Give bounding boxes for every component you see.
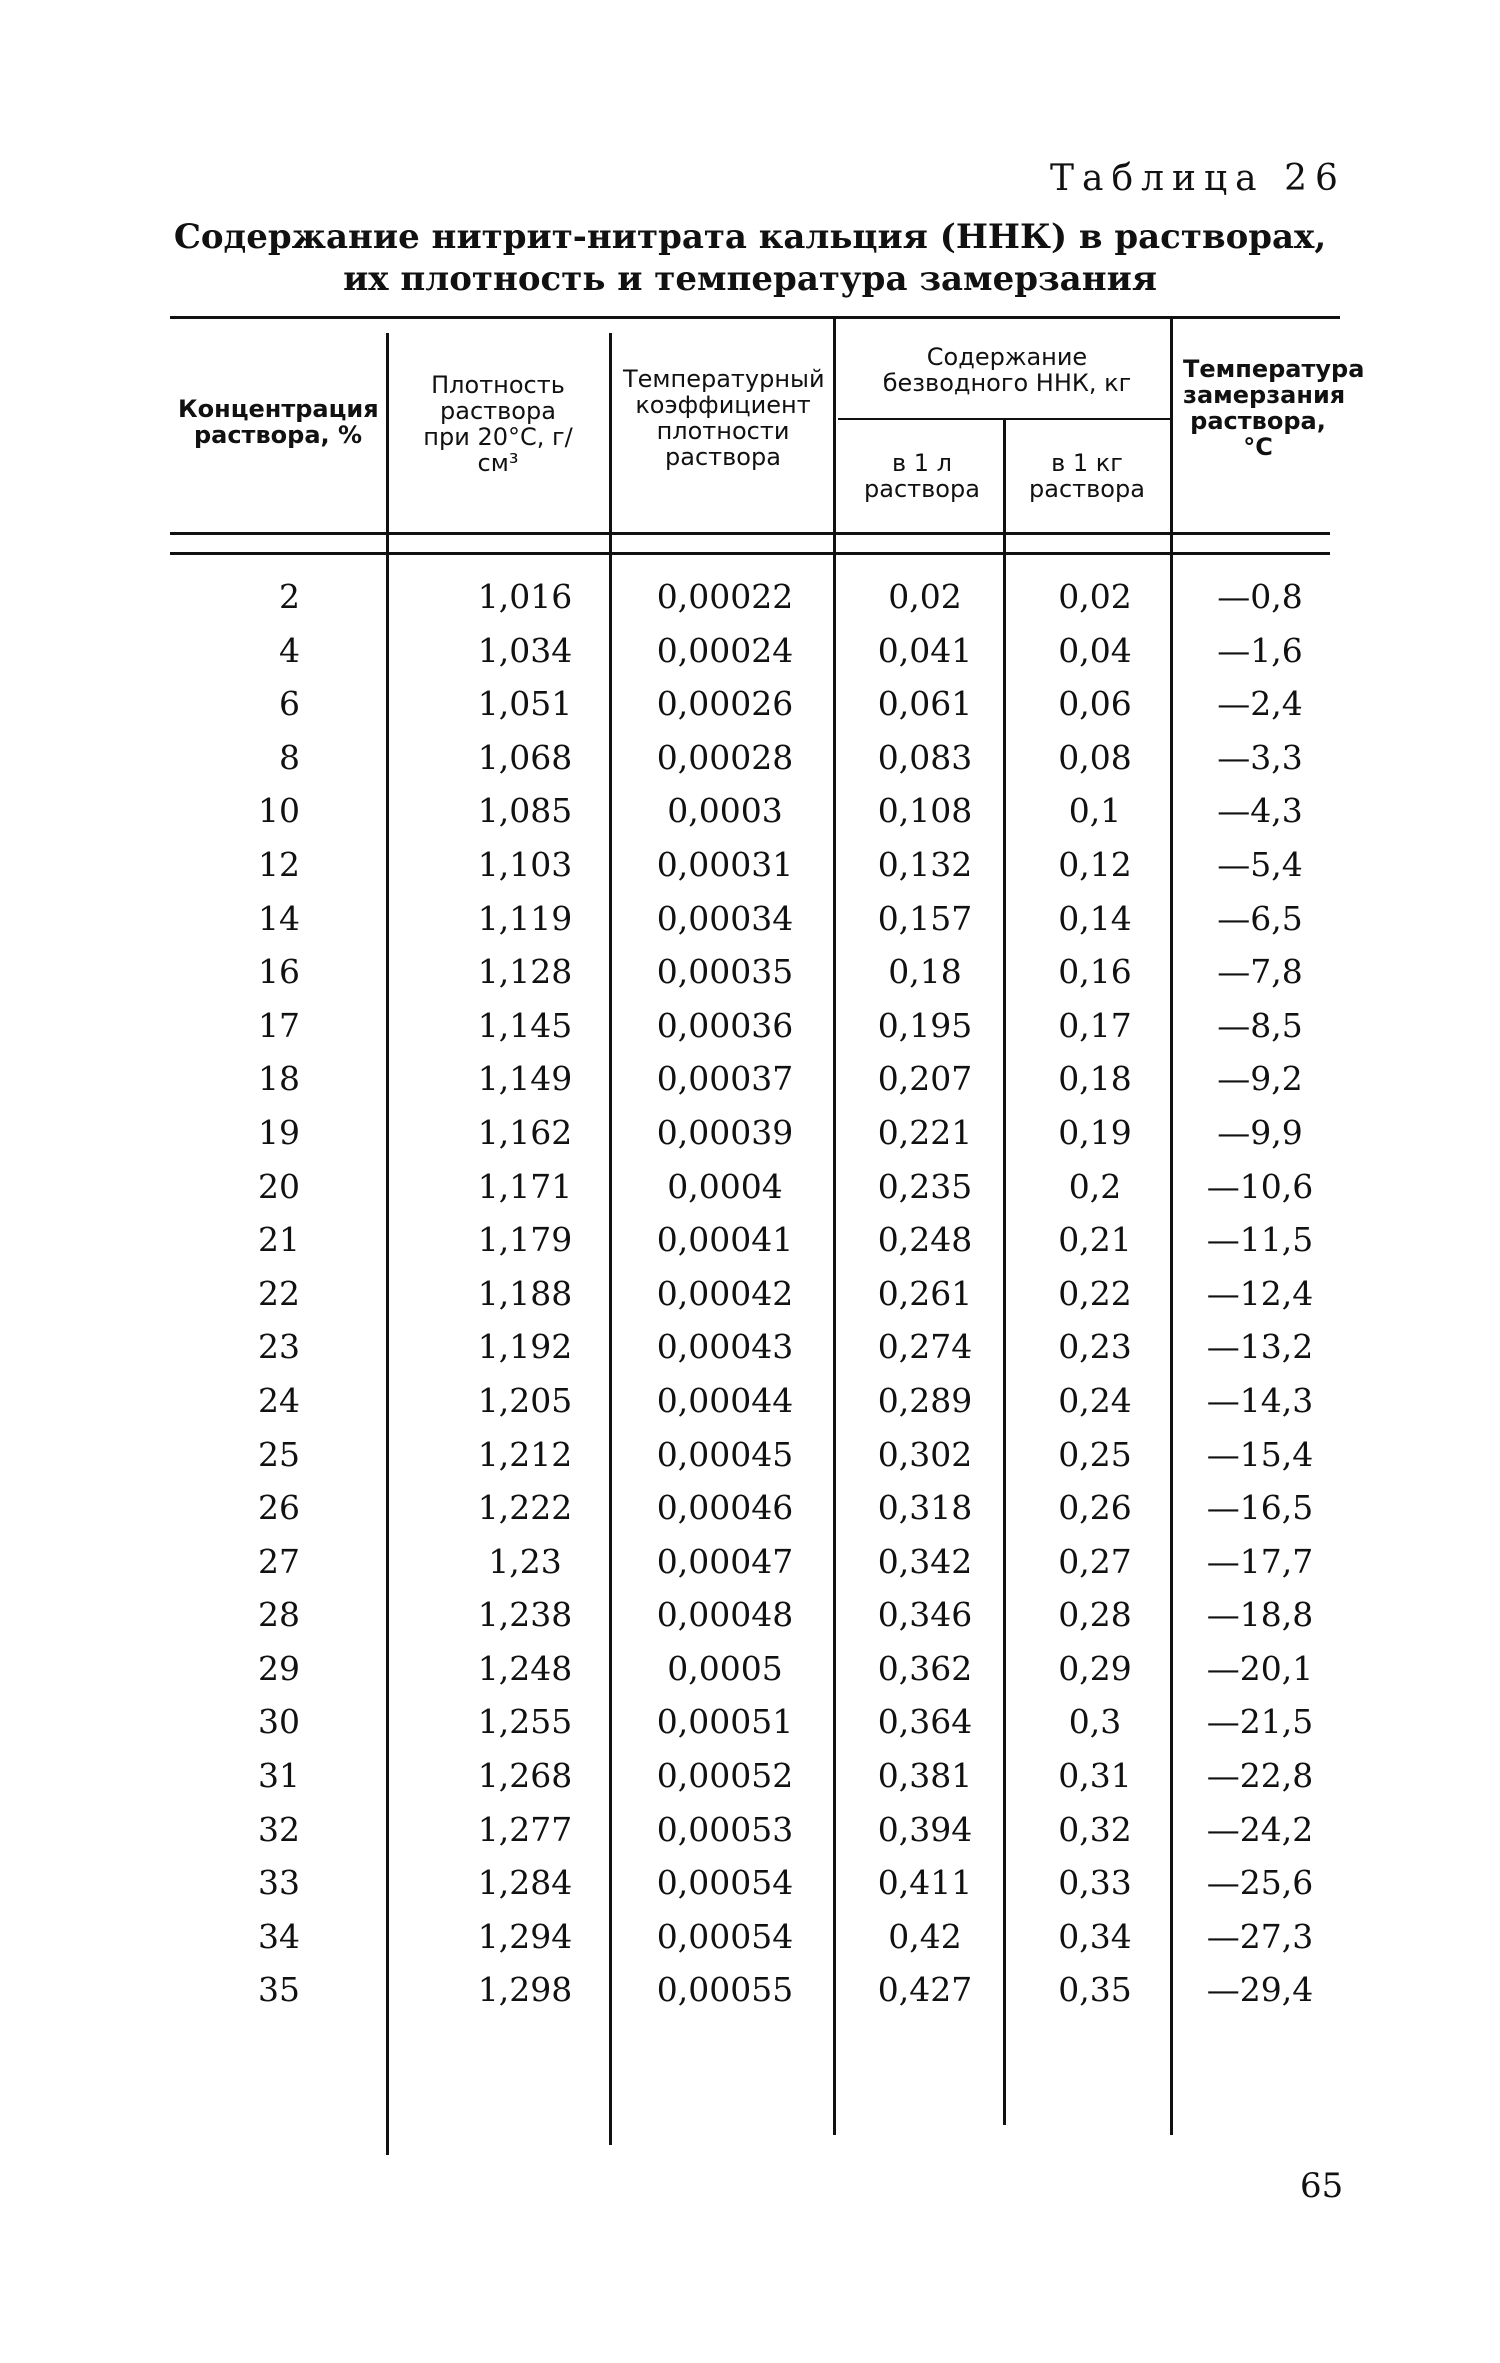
table-cell: 0,00039 xyxy=(656,1112,794,1152)
table-cell: 0,18 xyxy=(1058,1059,1132,1099)
table-cell: 1,222 xyxy=(477,1488,573,1528)
table-cell: —13,2 xyxy=(1206,1327,1314,1367)
table-cell: 23 xyxy=(258,1327,300,1367)
table-cell: 1,23 xyxy=(488,1541,562,1581)
table-cell: —3,3 xyxy=(1217,737,1303,777)
header-content-group: Содержание безводного ННК, кг xyxy=(882,343,1132,397)
table-cell: 0,041 xyxy=(877,630,973,670)
table-cell: 0,16 xyxy=(1058,952,1132,992)
table-cell: 0,061 xyxy=(877,684,973,724)
table-cell: —11,5 xyxy=(1206,1220,1314,1260)
table-cell: 1,149 xyxy=(477,1059,573,1099)
title-line-1: Содержание нитрит-нитрата кальция (ННК) в растворах, xyxy=(173,217,1327,257)
table-cell: 0,00034 xyxy=(656,898,794,938)
header-concentration: Концентрация раствора, % xyxy=(178,395,379,449)
table-cell: —17,7 xyxy=(1206,1541,1314,1581)
table-cell: 0,35 xyxy=(1058,1970,1132,2010)
table-cell: 0,083 xyxy=(877,737,973,777)
table-cell: 0,00046 xyxy=(656,1488,794,1528)
table-cell: 0,00047 xyxy=(656,1541,794,1581)
table-cell: 0,17 xyxy=(1058,1005,1132,1045)
table-cell: —1,6 xyxy=(1217,630,1303,670)
table-cell: —8,5 xyxy=(1217,1005,1303,1045)
table-cell: 0,235 xyxy=(877,1166,973,1206)
table-cell: 12 xyxy=(258,844,300,884)
table-cell: 1,212 xyxy=(477,1434,573,1474)
table-cell: —25,6 xyxy=(1206,1863,1314,1903)
table-cell: 0,0004 xyxy=(667,1166,783,1206)
table-cell: 0,132 xyxy=(877,844,973,884)
table-cell: 0,207 xyxy=(877,1059,973,1099)
table-cell: —9,2 xyxy=(1217,1059,1303,1099)
table-cell: 0,31 xyxy=(1058,1756,1132,1796)
table-cell: —6,5 xyxy=(1217,898,1303,938)
header-per-kg: в 1 кг раствора xyxy=(1029,449,1145,503)
column-freezing-temp xyxy=(1200,570,1320,2017)
table-cell: 31 xyxy=(258,1756,300,1796)
table-cell: 0,00041 xyxy=(656,1220,794,1260)
table-cell: 35 xyxy=(258,1970,300,2010)
table-cell: 34 xyxy=(258,1916,300,1956)
table-cell: 0,381 xyxy=(877,1756,973,1796)
table-cell: 0,289 xyxy=(877,1380,973,1420)
table-cell: 0,342 xyxy=(877,1541,973,1581)
table-cell: —0,8 xyxy=(1217,577,1303,616)
table-cell: —16,5 xyxy=(1206,1488,1314,1528)
table-cell: 0,302 xyxy=(877,1434,973,1474)
header-freezing: Температура замерзания раствора, °C xyxy=(1183,355,1365,461)
table-cell: 32 xyxy=(258,1809,300,1849)
table-cell: —27,3 xyxy=(1206,1916,1314,1956)
table-cell: 0,00045 xyxy=(656,1434,794,1474)
table-cell: 33 xyxy=(258,1863,300,1903)
table-cell: 0,02 xyxy=(888,577,962,616)
table-cell: 1,171 xyxy=(477,1166,573,1206)
col-divider-3 xyxy=(833,318,836,2135)
table-cell: 0,00028 xyxy=(656,737,794,777)
table-cell: —5,4 xyxy=(1217,844,1303,884)
table-cell: —2,4 xyxy=(1217,684,1303,724)
table-cell: 0,00024 xyxy=(656,630,794,670)
table-cell: 0,00052 xyxy=(656,1756,794,1796)
table-cell: 0,318 xyxy=(877,1488,973,1528)
table-cell: 0,00026 xyxy=(656,684,794,724)
column-coefficient xyxy=(640,570,810,2017)
table-cell: 1,068 xyxy=(477,737,573,777)
col-divider-1 xyxy=(386,333,389,2155)
table-cell: —20,1 xyxy=(1206,1648,1314,1688)
col-divider-4 xyxy=(1003,420,1006,2125)
table-cell: 1,179 xyxy=(477,1220,573,1260)
table-cell: 1,162 xyxy=(477,1112,573,1152)
table-cell: 0,00037 xyxy=(656,1059,794,1099)
table-cell: 0,108 xyxy=(877,791,973,831)
table-cell: 0,00036 xyxy=(656,1005,794,1045)
table-cell: 1,085 xyxy=(477,791,573,831)
table-cell: 0,23 xyxy=(1058,1327,1132,1367)
body-top-rule xyxy=(170,552,1330,555)
table-cell: 0,261 xyxy=(877,1273,973,1313)
table-cell: 0,00035 xyxy=(656,952,794,992)
table-cell: 0,00042 xyxy=(656,1273,794,1313)
table-cell: 19 xyxy=(258,1112,300,1152)
table-cell: 26 xyxy=(258,1488,300,1528)
table-cell: 0,22 xyxy=(1058,1273,1132,1313)
table-cell: 28 xyxy=(258,1595,300,1635)
table-top-rule xyxy=(170,316,1340,319)
table-cell: 1,205 xyxy=(477,1380,573,1420)
table-cell: 0,28 xyxy=(1058,1595,1132,1635)
table-cell: 0,24 xyxy=(1058,1380,1132,1420)
table-title xyxy=(150,216,1350,300)
column-concentration xyxy=(170,570,300,2017)
table-cell: 0,08 xyxy=(1058,737,1132,777)
table-cell: 1,128 xyxy=(477,952,573,992)
table-cell: 0,26 xyxy=(1058,1488,1132,1528)
table-cell: 0,00051 xyxy=(656,1702,794,1742)
table-cell: 0,14 xyxy=(1058,898,1132,938)
table-cell: 0,221 xyxy=(877,1112,973,1152)
table-cell: 22 xyxy=(258,1273,300,1313)
table-cell: 1,298 xyxy=(477,1970,573,2010)
table-cell: 1,248 xyxy=(477,1648,573,1688)
table-cell: 0,27 xyxy=(1058,1541,1132,1581)
table-cell: —18,8 xyxy=(1206,1595,1314,1635)
table-cell: 0,195 xyxy=(877,1005,973,1045)
table-cell: 0,12 xyxy=(1058,844,1132,884)
table-cell: 24 xyxy=(258,1380,300,1420)
table-cell: —15,4 xyxy=(1206,1434,1314,1474)
table-cell: —7,8 xyxy=(1217,952,1303,992)
table-cell: 6 xyxy=(279,684,300,724)
table-cell: 0,157 xyxy=(877,898,973,938)
table-cell: 0,29 xyxy=(1058,1648,1132,1688)
table-cell: 0,346 xyxy=(877,1595,973,1635)
table-cell: 1,145 xyxy=(477,1005,573,1045)
column-per-kg xyxy=(1030,570,1160,2017)
table-cell: 0,0005 xyxy=(667,1648,783,1688)
table-cell: 8 xyxy=(279,737,300,777)
table-cell: 0,18 xyxy=(888,952,962,992)
table-cell: —9,9 xyxy=(1217,1112,1303,1152)
table-cell: 16 xyxy=(258,952,300,992)
table-cell: —10,6 xyxy=(1206,1166,1314,1206)
table-cell: 25 xyxy=(258,1434,300,1474)
table-cell: 1,294 xyxy=(477,1916,573,1956)
table-cell: 1,034 xyxy=(477,630,573,670)
table-label: Таблица 26 xyxy=(1050,158,1346,199)
table-cell: 1,238 xyxy=(477,1595,573,1635)
table-cell: 1,268 xyxy=(477,1756,573,1796)
table-cell: 0,00044 xyxy=(656,1380,794,1420)
table-cell: 10 xyxy=(258,791,300,831)
table-cell: 30 xyxy=(258,1702,300,1742)
table-cell: 1,119 xyxy=(477,898,573,938)
table-cell: —4,3 xyxy=(1217,791,1303,831)
table-cell: 1,016 xyxy=(477,577,573,616)
table-cell: 0,00054 xyxy=(656,1863,794,1903)
page-number: 65 xyxy=(1300,2166,1344,2206)
table-cell: 0,00048 xyxy=(656,1595,794,1635)
table-cell: 0,25 xyxy=(1058,1434,1132,1474)
table-cell: 0,3 xyxy=(1068,1702,1122,1742)
table-cell: 0,33 xyxy=(1058,1863,1132,1903)
table-cell: 27 xyxy=(258,1541,300,1581)
table-cell: 0,00031 xyxy=(656,844,794,884)
table-cell: 1,284 xyxy=(477,1863,573,1903)
table-cell: 0,394 xyxy=(877,1809,973,1849)
table-cell: 0,411 xyxy=(877,1863,973,1903)
table-cell: 2 xyxy=(279,577,300,616)
table-cell: 1,277 xyxy=(477,1809,573,1849)
table-cell: 0,00022 xyxy=(656,577,794,616)
table-cell: 1,103 xyxy=(477,844,573,884)
table-cell: 21 xyxy=(258,1220,300,1260)
table-cell: —12,4 xyxy=(1206,1273,1314,1313)
table-cell: 0,42 xyxy=(888,1916,962,1956)
table-cell: 0,427 xyxy=(877,1970,973,2010)
column-per-liter xyxy=(860,570,990,2017)
table-cell: 1,192 xyxy=(477,1327,573,1367)
table-cell: 0,19 xyxy=(1058,1112,1132,1152)
table-cell: 14 xyxy=(258,898,300,938)
table-cell: 29 xyxy=(258,1648,300,1688)
table-cell: 0,00054 xyxy=(656,1916,794,1956)
header-coefficient: Температурный коэффициент плотности раствора xyxy=(623,365,825,471)
table-cell: 0,362 xyxy=(877,1648,973,1688)
table-cell: 0,34 xyxy=(1058,1916,1132,1956)
col-divider-5 xyxy=(1170,318,1173,2135)
table-cell: 0,04 xyxy=(1058,630,1132,670)
table-cell: —14,3 xyxy=(1206,1380,1314,1420)
table-cell: 0,06 xyxy=(1058,684,1132,724)
table-cell: 0,00053 xyxy=(656,1809,794,1849)
table-cell: 0,1 xyxy=(1068,791,1122,831)
table-cell: 0,364 xyxy=(877,1702,973,1742)
header-per-liter: в 1 л раствора xyxy=(864,449,980,503)
table-cell: 4 xyxy=(279,630,300,670)
table-cell: —29,4 xyxy=(1206,1970,1314,2010)
table-cell: 17 xyxy=(258,1005,300,1045)
table-cell: 0,00055 xyxy=(656,1970,794,2010)
table-cell: 1,051 xyxy=(477,684,573,724)
table-cell: 0,2 xyxy=(1068,1166,1122,1206)
table-cell: 0,32 xyxy=(1058,1809,1132,1849)
column-density xyxy=(440,570,610,2017)
table-cell: 1,255 xyxy=(477,1702,573,1742)
header-bottom-rule xyxy=(170,532,1330,535)
title-line-2: их плотность и температура замерзания xyxy=(343,259,1157,299)
table-cell: 1,188 xyxy=(477,1273,573,1313)
table-cell: 0,00043 xyxy=(656,1327,794,1367)
table-cell: —21,5 xyxy=(1206,1702,1314,1742)
table-cell: —24,2 xyxy=(1206,1809,1314,1849)
table-cell: 18 xyxy=(258,1059,300,1099)
table-cell: 20 xyxy=(258,1166,300,1206)
table-cell: —22,8 xyxy=(1206,1756,1314,1796)
table-cell: 0,274 xyxy=(877,1327,973,1367)
header-density: Плотность раствора при 20°C, г/см³ xyxy=(423,371,573,477)
table-cell: 0,02 xyxy=(1058,577,1132,616)
table-cell: 0,0003 xyxy=(667,791,783,831)
table-cell: 0,248 xyxy=(877,1220,973,1260)
table-cell: 0,21 xyxy=(1058,1220,1132,1260)
